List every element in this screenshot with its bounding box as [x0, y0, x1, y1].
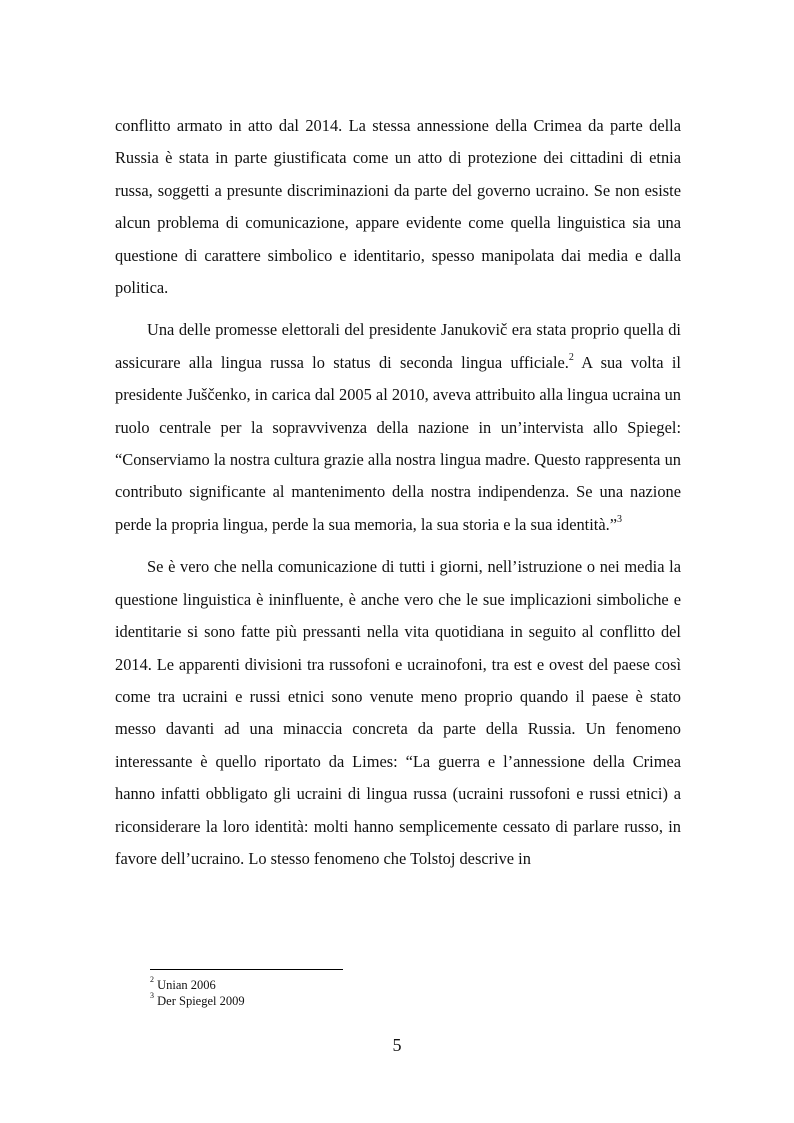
footnote-text: Unian 2006	[157, 978, 216, 992]
footnote-ref-3[interactable]: 3	[617, 514, 622, 526]
footnote-item	[150, 974, 550, 993]
footnote-ref-2[interactable]: 2	[568, 352, 574, 364]
paragraph-2	[115, 314, 681, 541]
paragraph-2-tail: A sua volta il presidente Juščenko, in carica dal 2005 al 2010, aveva attribuito alla lingua ucraina un ruolo centrale per la sopravvivenza della nazione in un’intervista allo Spiegel: “Conserviamo la nostra cultura grazie alla nostra lingua madre. Questo rappresenta un contributo significante al mantenimento della nostra indipendenza. Se una nazione perde la propria lingua, perde la sua memoria, la sua storia e la sua identità.”	[115, 352, 681, 534]
paragraph-2-text: Una delle promesse elettorali del presidente Janukovič era stata proprio quella di assicurare alla lingua russa lo status di seconda lingua ufficiale.	[115, 320, 681, 372]
body-text	[115, 110, 681, 875]
footnote-number: 2	[150, 974, 154, 984]
paragraph-3-text: Se è vero che nella comunicazione di tutti i giorni, nell’istruzione o nei media la questione linguistica è ininfluente, è anche vero che le sue implicazioni simboliche e identitarie si sono fatte più pressanti nella vita quotidiana in seguito al conflitto del 2014. Le apparenti divisioni tra russofoni e ucrainofoni, tra est e ovest del paese così come tra ucraini e russi etnici sono venute meno proprio quando il paese è stato messo davanti ad una minaccia concreta da parte della Russia. Un fenomeno interessante è quello riportato da Limes: “La guerra e l’annessione della Crimea hanno infatti obbligato gli ucraini di lingua russa (ucraini russofoni e russi etnici) a riconsiderare la loro identità: molti hanno semplicemente cessato di parlare russo, in favore dell’ucraino. Lo stesso fenomeno che Tolstoj descrive in	[115, 557, 681, 868]
paragraph-1-text: conflitto armato in atto dal 2014. La stessa annessione della Crimea da parte della Russia è stata in parte giustificata come un atto di protezione dei cittadini di etnia russa, soggetti a presunte discriminazioni da parte del governo ucraino. Se non esiste alcun problema di comunicazione, appare evidente come quella linguistica sia una questione di carattere simbolico e identitario, spesso manipolata dai media e dalla politica.	[115, 116, 681, 298]
paragraph-1	[115, 110, 681, 304]
footnote-item	[150, 990, 550, 1009]
footnote-text: Der Spiegel 2009	[157, 994, 245, 1008]
paragraph-3	[115, 551, 681, 875]
page-number: 5	[392, 1035, 402, 1055]
footnote-number: 3	[150, 990, 154, 1000]
footnote-divider	[150, 969, 343, 970]
footnotes	[150, 974, 550, 1009]
